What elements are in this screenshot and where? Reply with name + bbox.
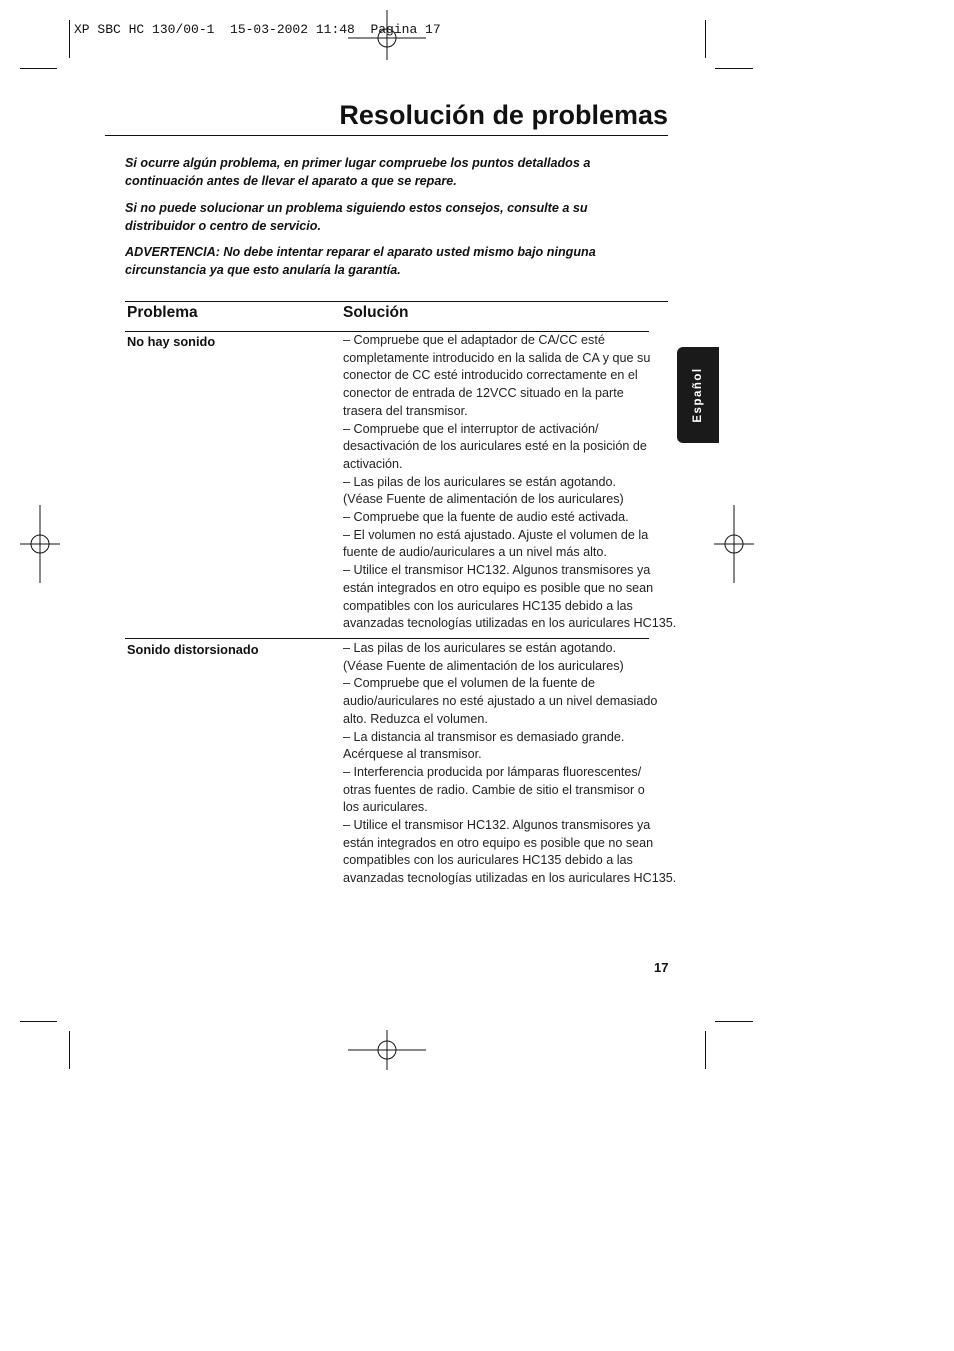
- solution-text: [343, 332, 677, 633]
- solution-line: – Las pilas de los auriculares se están agotando.: [343, 641, 617, 655]
- intro-line: Si no puede solucionar un problema siguiendo estos consejos, consulte a su: [125, 201, 588, 215]
- registration-mark-icon: [714, 505, 754, 583]
- intro-line: ADVERTENCIA: No debe intentar reparar el aparato usted mismo bajo ninguna: [125, 245, 596, 259]
- crop-mark: [20, 68, 57, 69]
- solution-line: los auriculares.: [343, 800, 428, 815]
- solution-line: – Compruebe que el volumen de la fuente de: [343, 676, 596, 691]
- crop-mark: [69, 20, 70, 58]
- registration-mark-icon: [348, 1030, 426, 1070]
- solution-line: – La distancia al transmisor es demasiado grande.: [343, 729, 625, 744]
- solution-line: – Compruebe que el adaptador de CA/CC esté: [343, 333, 605, 347]
- crop-mark: [715, 1021, 753, 1022]
- crop-mark: [69, 1031, 70, 1069]
- solution-text: [343, 640, 677, 888]
- solution-line: – Utilice el transmisor HC132. Algunos transmisores ya: [343, 818, 651, 833]
- solution-line: compatibles con los auriculares HC135 debido a las: [343, 598, 633, 613]
- crop-mark: [715, 68, 753, 69]
- row-separator: [125, 638, 649, 639]
- solution-line: avanzadas tecnologías utilizadas en los auriculares HC135.: [343, 616, 677, 631]
- solution-line: – Utilice el transmisor HC132. Algunos transmisores ya: [343, 563, 651, 578]
- solution-line: audio/auriculares no esté ajustado a un nivel demasiado: [343, 694, 658, 709]
- solution-line: alto. Reduzca el volumen.: [343, 711, 488, 726]
- solution-line: Acérquese al transmisor.: [343, 747, 482, 762]
- table-top-rule: [125, 301, 668, 302]
- intro-line: distribuidor o centro de servicio.: [125, 218, 321, 233]
- solution-line: activación.: [343, 456, 403, 471]
- problem-label: Sonido distorsionado: [127, 642, 259, 657]
- title-rule: [105, 135, 668, 136]
- crop-mark: [20, 1021, 57, 1022]
- crop-mark: [705, 20, 706, 58]
- crop-mark: [705, 1031, 706, 1069]
- solution-line: fuente de audio/auriculares a un nivel más alto.: [343, 545, 607, 560]
- registration-mark-icon: [20, 505, 60, 583]
- solution-line: conector de entrada de 12VCC situado en la parte: [343, 386, 624, 401]
- solution-line: (Véase Fuente de alimentación de los auriculares): [343, 658, 624, 673]
- header-solution: Solución: [343, 304, 409, 321]
- solution-line: trasera del transmisor.: [343, 403, 468, 418]
- header-problem: Problema: [127, 304, 198, 321]
- solution-line: desactivación de los auriculares esté en la posición de: [343, 439, 647, 454]
- solution-line: – Compruebe que el interruptor de activación/: [343, 421, 599, 436]
- intro-line: continuación antes de llevar el aparato a que se repare.: [125, 173, 457, 188]
- solution-line: avanzadas tecnologías utilizadas en los auriculares HC135.: [343, 871, 677, 886]
- intro-paragraph: [125, 200, 670, 235]
- solution-line: – Compruebe que la fuente de audio esté activada.: [343, 510, 629, 525]
- solution-line: conector de CC esté introducido correctamente en el: [343, 368, 638, 383]
- solution-line: compatibles con los auriculares HC135 debido a las: [343, 853, 633, 868]
- intro-line: Si ocurre algún problema, en primer lugar compruebe los puntos detallados a: [125, 156, 591, 170]
- print-header: XP SBC HC 130/00-1 15-03-2002 11:48 Pagina 17: [74, 22, 441, 37]
- page-title: Resolución de problemas: [339, 100, 668, 130]
- warning-paragraph: [125, 244, 670, 279]
- solution-line: – Interferencia producida por lámparas fluorescentes/: [343, 764, 642, 779]
- solution-line: – El volumen no está ajustado. Ajuste el volumen de la: [343, 527, 649, 542]
- solution-line: están integrados en otro equipo es posible que no sean: [343, 580, 654, 595]
- intro-paragraph: [125, 155, 670, 190]
- page-number: 17: [654, 960, 669, 975]
- language-tab-label: Español: [692, 367, 704, 423]
- solution-line: completamente introducido en la salida de CA y que su: [343, 350, 651, 365]
- problem-label: No hay sonido: [127, 334, 216, 349]
- solution-line: están integrados en otro equipo es posible que no sean: [343, 835, 654, 850]
- registration-mark-icon: [348, 10, 426, 60]
- intro-line: circunstancia ya que esto anularía la garantía.: [125, 262, 401, 277]
- solution-line: – Las pilas de los auriculares se están agotando.: [343, 474, 617, 489]
- solution-line: otras fuentes de radio. Cambie de sitio el transmisor o: [343, 782, 645, 797]
- language-tab: [677, 347, 719, 443]
- solution-line: (Véase Fuente de alimentación de los auriculares): [343, 492, 624, 507]
